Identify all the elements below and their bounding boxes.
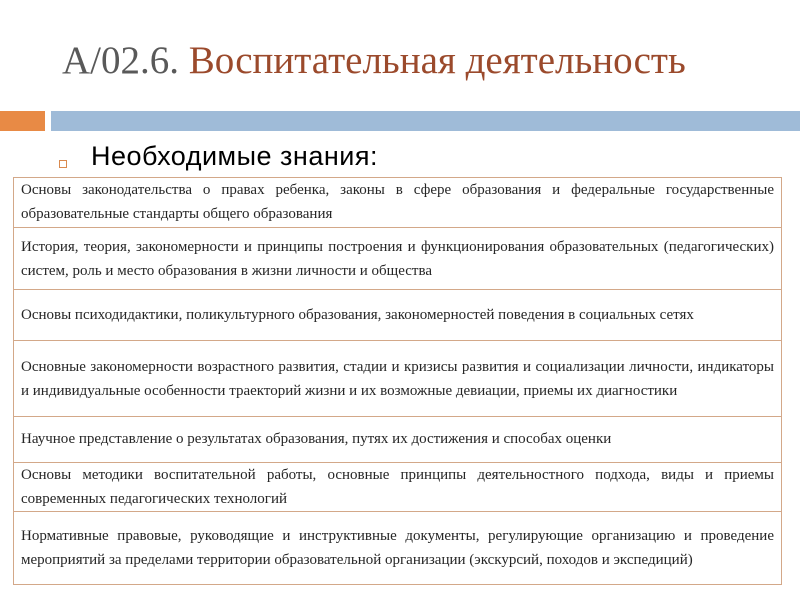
- table-row: [14, 463, 781, 513]
- table-row: [14, 178, 781, 228]
- table-row-text: Основы методики воспитательной работы, основные принципы деятельностного подхода, виды и приемы современных педагогических технологий: [21, 466, 774, 507]
- knowledge-table: [13, 177, 782, 585]
- table-row-text: История, теория, закономерности и принципы построения и функционирования образовательных (педагогических) систем, роль и место образования в жизни личности и общества: [21, 238, 774, 279]
- table-row-text: Научное представление о результатах образования, путях их достижения и способах оценки: [21, 431, 612, 448]
- table-row-text: Нормативные правовые, руководящие и инструктивные документы, регулирующие организацию и проведение мероприятий за пределами территории образовательной организации (экскурсий, походов и экспедиций): [21, 528, 774, 569]
- accent-bar-blue: [51, 111, 800, 131]
- accent-bar-orange: [0, 111, 45, 131]
- table-row-text: Основные закономерности возрастного развития, стадии и кризисы развития и социализации личности, индикаторы и индивидуальные особенности траекторий жизни и их возможные девиации, приемы их диагностики: [21, 358, 774, 399]
- square-bullet-icon: [59, 160, 67, 168]
- table-row-text: Основы психодидактики, поликультурного образования, закономерностей поведения в социальных сетях: [21, 307, 694, 324]
- slide-title: [62, 38, 686, 85]
- title-text: Воспитательная деятельность: [188, 39, 686, 82]
- section-subtitle: Необходимые знания:: [91, 141, 378, 171]
- table-row: [14, 512, 781, 584]
- table-row-text: Основы законодательства о правах ребенка, законы в сфере образования и федеральные государственные образовательные стандарты общего образования: [21, 182, 774, 223]
- table-row: [14, 417, 781, 463]
- table-row: [14, 290, 781, 341]
- table-row: [14, 228, 781, 291]
- title-code: A/02.6.: [62, 39, 179, 82]
- table-row: [14, 341, 781, 417]
